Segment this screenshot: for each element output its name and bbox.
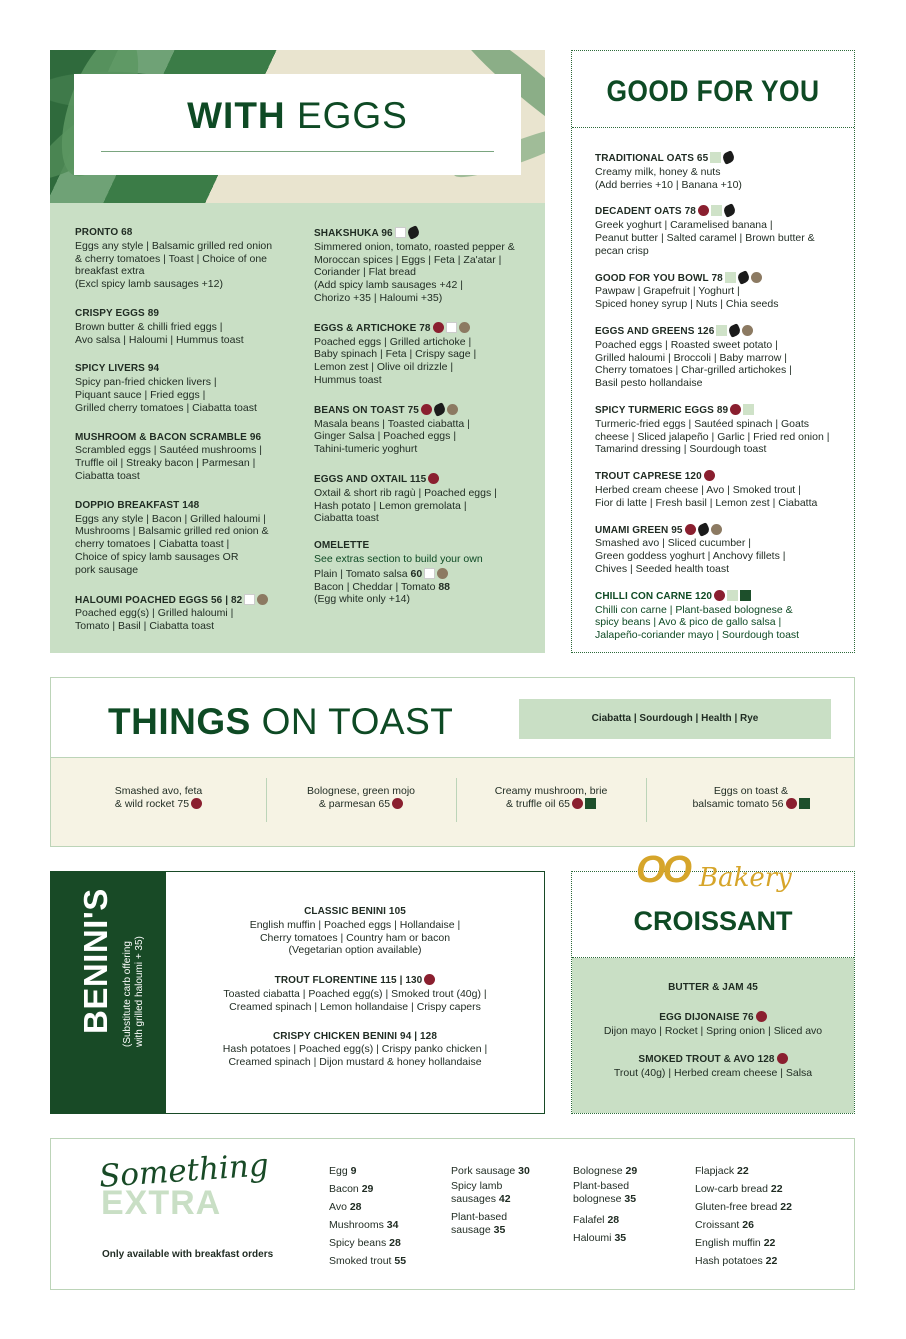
menu-item xyxy=(75,432,310,483)
item-description: Poached eggs | Roasted sweet potato | xyxy=(595,338,778,351)
item-price: 115 xyxy=(409,473,427,485)
item-description: Cherry tomatoes | Char-grilled artichokes | xyxy=(595,364,792,377)
item-description: Green goddess yoghurt | Anchovy fillets | xyxy=(595,550,786,563)
item-name: HALOUMI POACHED EGGS 56 | 82 xyxy=(75,594,310,608)
leaf-background-image xyxy=(50,50,545,203)
vegetarian-icon xyxy=(424,568,435,579)
spicy-icon xyxy=(698,205,709,216)
extra-item: Gluten-free bread 22 xyxy=(695,1201,792,1213)
plant-icon xyxy=(585,798,596,809)
spicy-icon xyxy=(704,470,715,481)
menu-item xyxy=(75,308,310,346)
extras-title: EXTRA xyxy=(101,1184,222,1222)
menu-item xyxy=(572,1053,854,1080)
item-price: 120 xyxy=(695,590,713,602)
extras-column-2 xyxy=(451,1162,530,1242)
menu-item xyxy=(75,227,310,291)
menu-item xyxy=(595,272,850,311)
leaf-icon xyxy=(432,402,447,417)
item-name: PRONTO 68 xyxy=(75,227,133,238)
vegan-icon xyxy=(727,590,738,601)
extra-item: Falafel 28 xyxy=(573,1214,620,1226)
extra-item: Pork sausage 30 xyxy=(451,1165,530,1177)
extra-item: Avo 28 xyxy=(329,1201,362,1213)
item-description: English muffin | Poached eggs | Hollandaise | xyxy=(249,918,461,931)
leaf-icon xyxy=(406,225,421,240)
spicy-icon xyxy=(685,524,696,535)
item-price: 45 xyxy=(746,982,758,993)
item-description: Poached egg(s) | Grilled haloumi | xyxy=(75,607,234,620)
menu-item xyxy=(166,1031,544,1069)
beninis-list xyxy=(166,872,544,1113)
item-description: Peanut butter | Salted caramel | Brown butter & xyxy=(595,231,815,244)
item-description: Turmeric-fried eggs | Sautéed spinach | Goats xyxy=(595,417,809,430)
omelette-option-egg-white: (Egg white only +14) xyxy=(314,593,411,606)
item-name: BEANS ON TOAST 75 xyxy=(314,404,539,418)
item-description: Poached eggs | Grilled artichoke | xyxy=(314,335,472,348)
eggs-column-1 xyxy=(75,227,310,650)
menu-item xyxy=(572,982,854,995)
item-name: CRISPY EGGS 89 xyxy=(75,307,160,319)
item-description: Cherry tomatoes | Country ham or bacon xyxy=(259,931,451,944)
item-description: Truffle oil | Streaky bacon | Parmesan | xyxy=(75,457,256,470)
item-description: (Add spicy lamb sausages +42 | xyxy=(314,279,463,292)
good-for-you-section xyxy=(571,50,855,653)
item-description: Chives | Seeded health toast xyxy=(595,562,730,575)
extra-item: Hash potatoes 22 xyxy=(695,1255,778,1267)
section-title: BENINI'S xyxy=(77,888,114,1034)
item-description: Creamed spinach | Dijon mustard & honey hollandaise xyxy=(228,1056,482,1069)
nut-icon xyxy=(437,568,448,579)
item-description: Brown butter & chilli fried eggs | xyxy=(75,320,223,333)
item-description: pork sausage xyxy=(75,563,139,576)
extra-item: Smoked trout 55 xyxy=(329,1255,407,1267)
beninis-note: (Substitute carb offering with grilled haloumi + 35) xyxy=(122,936,145,1047)
item-description: Mushrooms | Balsamic grilled red onion & xyxy=(75,525,269,538)
item-description: pecan crisp xyxy=(595,244,649,257)
spicy-icon xyxy=(428,473,439,484)
extra-item: English muffin 22 xyxy=(695,1237,776,1249)
item-description: Masala beans | Toasted ciabatta | xyxy=(314,417,470,430)
item-price: 120 xyxy=(684,471,702,483)
extra-item: Mushrooms 34 xyxy=(329,1219,399,1231)
item-description: cheese | Sliced jalapeño | Garlic | Fried red onion | xyxy=(595,430,830,443)
menu-item xyxy=(314,322,539,387)
item-price: 94 xyxy=(147,363,160,375)
vegan-icon xyxy=(743,404,754,415)
item-description: Moroccan spices | Eggs | Feta | Za'atar | xyxy=(314,253,502,266)
item-name: DECADENT OATS 78 xyxy=(595,205,850,219)
toast-item: Smashed avo, feta & wild rocket 75 xyxy=(114,785,203,810)
spicy-icon xyxy=(433,322,444,333)
item-description: Ginger Salsa | Poached eggs | xyxy=(314,430,457,443)
item-description: Tomato | Basil | Ciabatta toast xyxy=(75,620,215,633)
item-description: Coriander | Flat bread xyxy=(314,266,416,279)
item-name: EGGS & ARTICHOKE 78 xyxy=(314,322,539,336)
item-description: Creamed spinach | Lemon hollandaise | Crispy capers xyxy=(229,1000,481,1013)
extra-item: Bolognese 29 xyxy=(573,1165,638,1177)
vegetarian-icon xyxy=(446,322,457,333)
item-description: Creamy milk, honey & nuts xyxy=(595,165,721,178)
extra-item: Flapjack 22 xyxy=(695,1165,749,1177)
menu-item xyxy=(166,906,544,957)
spicy-icon xyxy=(786,798,797,809)
omelette-item xyxy=(314,540,539,606)
item-price: 78 xyxy=(419,322,431,334)
plant-icon xyxy=(799,798,810,809)
item-price: 96 xyxy=(249,431,262,443)
leaf-icon xyxy=(721,150,736,165)
bakery-logo-script: Bakery xyxy=(699,863,792,893)
item-description: spicy beans | Avo & pico de gallo salsa | xyxy=(595,616,782,629)
item-description: Dijon mayo | Rocket | Spring onion | Sliced avo xyxy=(603,1024,823,1037)
item-description: Grilled cherry tomatoes | Ciabatta toast xyxy=(75,401,257,414)
vegan-icon xyxy=(711,205,722,216)
nut-icon xyxy=(711,524,722,535)
things-on-toast-section xyxy=(50,677,855,847)
vegetarian-icon xyxy=(244,594,255,605)
menu-item xyxy=(595,524,850,576)
item-name: SHAKSHUKA 96 xyxy=(314,227,539,241)
menu-item xyxy=(314,227,539,305)
item-description: Herbed cream cheese | Avo | Smoked trout | xyxy=(595,483,801,496)
item-name: EGG DIJONAISE 76 xyxy=(572,1011,854,1025)
with-eggs-section xyxy=(50,50,545,653)
item-description: Oxtail & short rib ragù | Poached eggs | xyxy=(314,486,497,499)
item-price: 78 xyxy=(684,206,696,218)
item-description: Greek yoghurt | Caramelised banana | xyxy=(595,219,773,232)
omelette-option-bacon: Bacon | Cheddar | Tomato 88 xyxy=(314,580,451,593)
nut-icon xyxy=(751,272,762,283)
extras-column-4 xyxy=(695,1162,792,1270)
omelette-option-plain: Plain | Tomato salsa 60 xyxy=(314,568,539,581)
extras-column-1 xyxy=(329,1162,406,1270)
divider xyxy=(456,778,457,822)
spicy-icon xyxy=(424,974,435,985)
vegan-icon xyxy=(710,152,721,163)
extra-item: Haloumi 35 xyxy=(573,1232,627,1244)
item-description: Baby spinach | Feta | Crispy sage | xyxy=(314,348,477,361)
item-description: Scrambled eggs | Sautéed mushrooms | xyxy=(75,444,262,457)
item-price: 126 xyxy=(697,325,715,337)
item-price: 96 xyxy=(381,228,393,239)
nut-icon xyxy=(459,322,470,333)
item-price: 65 xyxy=(558,797,571,810)
item-name: EGGS AND GREENS 126 xyxy=(595,325,850,339)
divider xyxy=(646,778,647,822)
bread-options: Ciabatta | Sourdough | Health | Rye xyxy=(519,699,831,739)
extra-item: Low-carb bread 22 xyxy=(695,1183,783,1195)
item-description: Jalapeño-coriander mayo | Sourdough toast xyxy=(595,629,800,642)
divider xyxy=(101,151,494,152)
item-description: Avo salsa | Haloumi | Hummus toast xyxy=(75,333,244,346)
item-description: Lemon zest | Olive oil drizzle | xyxy=(314,361,454,374)
item-description: Chorizo +35 | Haloumi +35) xyxy=(314,291,443,304)
item-name: BUTTER & JAM 45 xyxy=(668,982,758,993)
extra-item: Plant-based sausage 35 xyxy=(451,1211,508,1236)
divider xyxy=(266,778,267,822)
vegan-icon xyxy=(725,272,736,283)
item-description: Eggs any style | Bacon | Grilled haloumi | xyxy=(75,512,266,525)
eggs-title-box xyxy=(74,74,521,175)
menu-item xyxy=(595,325,850,390)
item-price: 94 | 128 xyxy=(400,1030,437,1042)
omelette-note: See extras section to build your own xyxy=(314,552,483,565)
menu-item xyxy=(166,974,544,1013)
extra-item: Bacon 29 xyxy=(329,1183,374,1195)
toast-item: Eggs on toast & balsamic tomato 56 xyxy=(646,758,856,847)
bakery-logo: OO xyxy=(636,849,690,891)
good-for-you-header xyxy=(572,51,854,128)
item-description: Pawpaw | Grapefruit | Yoghurt | xyxy=(595,285,740,298)
spicy-icon xyxy=(421,404,432,415)
item-name: DOPPIO BREAKFAST 148 xyxy=(75,499,200,511)
menu-item xyxy=(595,152,850,191)
spicy-icon xyxy=(777,1053,788,1064)
menu-item xyxy=(595,470,850,509)
nut-icon xyxy=(257,594,268,605)
leaf-icon xyxy=(696,522,711,537)
item-description: Spicy pan-fried chicken livers | xyxy=(75,376,217,389)
item-name: SPICY TURMERIC EGGS 89 xyxy=(595,404,850,418)
croissant-header xyxy=(572,849,854,958)
nut-icon xyxy=(447,404,458,415)
item-description: Basil pesto hollandaise xyxy=(595,377,703,390)
item-description: Chilli con carne | Plant-based bolognese & xyxy=(595,603,793,616)
extra-item: Croissant 26 xyxy=(695,1219,754,1231)
item-name: MUSHROOM & BACON SCRAMBLE 96 xyxy=(75,431,262,443)
menu-item xyxy=(595,404,850,456)
item-description: Smashed avo | Sliced cucumber | xyxy=(595,537,752,550)
item-name: CLASSIC BENINI 105 xyxy=(304,906,406,917)
extras-note: Only available with breakfast orders xyxy=(102,1249,274,1260)
spicy-icon xyxy=(191,798,202,809)
item-description: Trout (40g) | Herbed cream cheese | Salsa xyxy=(613,1067,813,1080)
item-name: SPICY LIVERS 94 xyxy=(75,363,160,375)
leaf-icon xyxy=(728,323,743,338)
spicy-icon xyxy=(572,798,583,809)
menu-item xyxy=(595,590,850,642)
item-description: & cherry tomatoes | Toast | Choice of one xyxy=(75,252,268,265)
item-name: EGGS AND OXTAIL 115 xyxy=(314,473,539,487)
croissant-list xyxy=(572,958,854,1113)
item-description: Fior di latte | Fresh basil | Lemon zest | Ciabatta xyxy=(595,496,818,509)
item-price: 128 xyxy=(757,1054,775,1066)
item-description: Hummus toast xyxy=(314,373,382,386)
beninis-sidebar xyxy=(51,872,166,1113)
item-description: Eggs any style | Balsamic grilled red onion xyxy=(75,239,273,252)
item-description: Choice of spicy lamb sausages OR xyxy=(75,550,239,563)
section-title: THINGS ON TOAST xyxy=(108,701,454,742)
item-name: UMAMI GREEN 95 xyxy=(595,524,850,538)
item-description: (Vegetarian option available) xyxy=(288,944,422,957)
plant-icon xyxy=(740,590,751,601)
menu-item xyxy=(595,205,850,257)
item-description: Tahini-tumeric yoghurt xyxy=(314,443,418,456)
item-description: (Excl spicy lamb sausages +12) xyxy=(75,278,223,291)
item-price: 68 xyxy=(121,227,133,238)
item-name: CHILLI CON CARNE 120 xyxy=(595,590,850,604)
extra-item: Egg 9 xyxy=(329,1165,357,1177)
item-price: 75 xyxy=(177,797,190,810)
item-price: 75 xyxy=(407,404,419,416)
item-description: Toasted ciabatta | Poached egg(s) | Smoked trout (40g) | xyxy=(223,987,487,1000)
spicy-icon xyxy=(714,590,725,601)
item-price: 115 | 130 xyxy=(380,975,423,987)
extras-column-3 xyxy=(573,1162,637,1247)
item-price: 76 xyxy=(742,1011,754,1023)
menu-item xyxy=(75,594,310,633)
menu-item xyxy=(75,500,310,577)
item-price: 56 | 82 xyxy=(211,594,243,606)
vegetarian-icon xyxy=(395,227,406,238)
spicy-icon xyxy=(392,798,403,809)
menu-item xyxy=(314,473,539,525)
toast-item: Bolognese, green mojo & parmesan 65 xyxy=(307,785,415,810)
item-price: 65 xyxy=(696,153,709,164)
extra-item: Spicy lamb sausages 42 xyxy=(451,1180,511,1205)
item-description: Hash potato | Lemon gremolata | xyxy=(314,499,467,512)
extras-section xyxy=(50,1138,855,1290)
beninis-section xyxy=(50,871,545,1114)
item-name: SMOKED TROUT & AVO 128 xyxy=(572,1053,854,1067)
extra-item: Plant-based bolognese 35 xyxy=(573,1180,637,1205)
spicy-icon xyxy=(730,404,741,415)
leaf-icon xyxy=(736,270,751,285)
item-price: 95 xyxy=(671,524,683,536)
item-price: 89 xyxy=(147,307,160,319)
item-description: cherry tomatoes | Ciabatta toast | xyxy=(75,538,230,551)
item-price: 105 xyxy=(388,906,406,917)
menu-item xyxy=(572,1011,854,1038)
item-description: Piquant sauce | Fried eggs | xyxy=(75,388,206,401)
item-name: CRISPY CHICKEN BENINI 94 | 128 xyxy=(272,1030,437,1042)
item-description: Ciabatta toast xyxy=(75,469,140,482)
vegan-icon xyxy=(716,325,727,336)
item-description: Spiced honey syrup | Nuts | Chia seeds xyxy=(595,298,779,311)
item-name: TROUT FLORENTINE 115 | 130 xyxy=(166,974,544,988)
item-description: Simmered onion, tomato, roasted pepper & xyxy=(314,240,515,253)
item-description: Grilled haloumi | Broccoli | Baby marrow | xyxy=(595,351,787,364)
toast-item: Creamy mushroom, brie & truffle oil 65 xyxy=(494,785,608,810)
section-title: CROISSANT xyxy=(633,906,793,936)
item-price: 56 xyxy=(771,797,784,810)
extra-item: Spicy beans 28 xyxy=(329,1237,401,1249)
section-title: GOOD FOR YOU xyxy=(606,75,820,108)
item-price: 148 xyxy=(182,499,200,511)
item-description: Tamarind dressing | Sourdough toast xyxy=(595,443,767,456)
item-description: (Add berries +10 | Banana +10) xyxy=(595,178,742,191)
extras-script-title: Something xyxy=(97,1147,270,1195)
item-price: 78 xyxy=(711,272,723,284)
item-price: 65 xyxy=(378,797,391,810)
spicy-icon xyxy=(756,1011,767,1022)
page-title: WITH EGGS xyxy=(187,95,408,136)
item-name: TROUT CAPRESE 120 xyxy=(595,470,850,484)
item-name: TRADITIONAL OATS 65 xyxy=(595,152,850,166)
item-description: Hash potatoes | Poached egg(s) | Crispy panko chicken | xyxy=(222,1043,488,1056)
menu-item xyxy=(314,404,539,456)
menu-item xyxy=(75,363,310,414)
leaf-icon xyxy=(722,204,737,219)
croissant-section xyxy=(571,849,855,1114)
item-name: GOOD FOR YOU BOWL 78 xyxy=(595,272,850,286)
eggs-column-2 xyxy=(314,227,539,606)
toast-items xyxy=(51,758,854,846)
item-description: Ciabatta toast xyxy=(314,512,379,525)
item-price: 89 xyxy=(716,404,729,416)
item-description: breakfast extra xyxy=(75,265,145,278)
good-for-you-list xyxy=(595,152,850,656)
nut-icon xyxy=(742,325,753,336)
item-name: OMELETTE xyxy=(314,540,370,552)
